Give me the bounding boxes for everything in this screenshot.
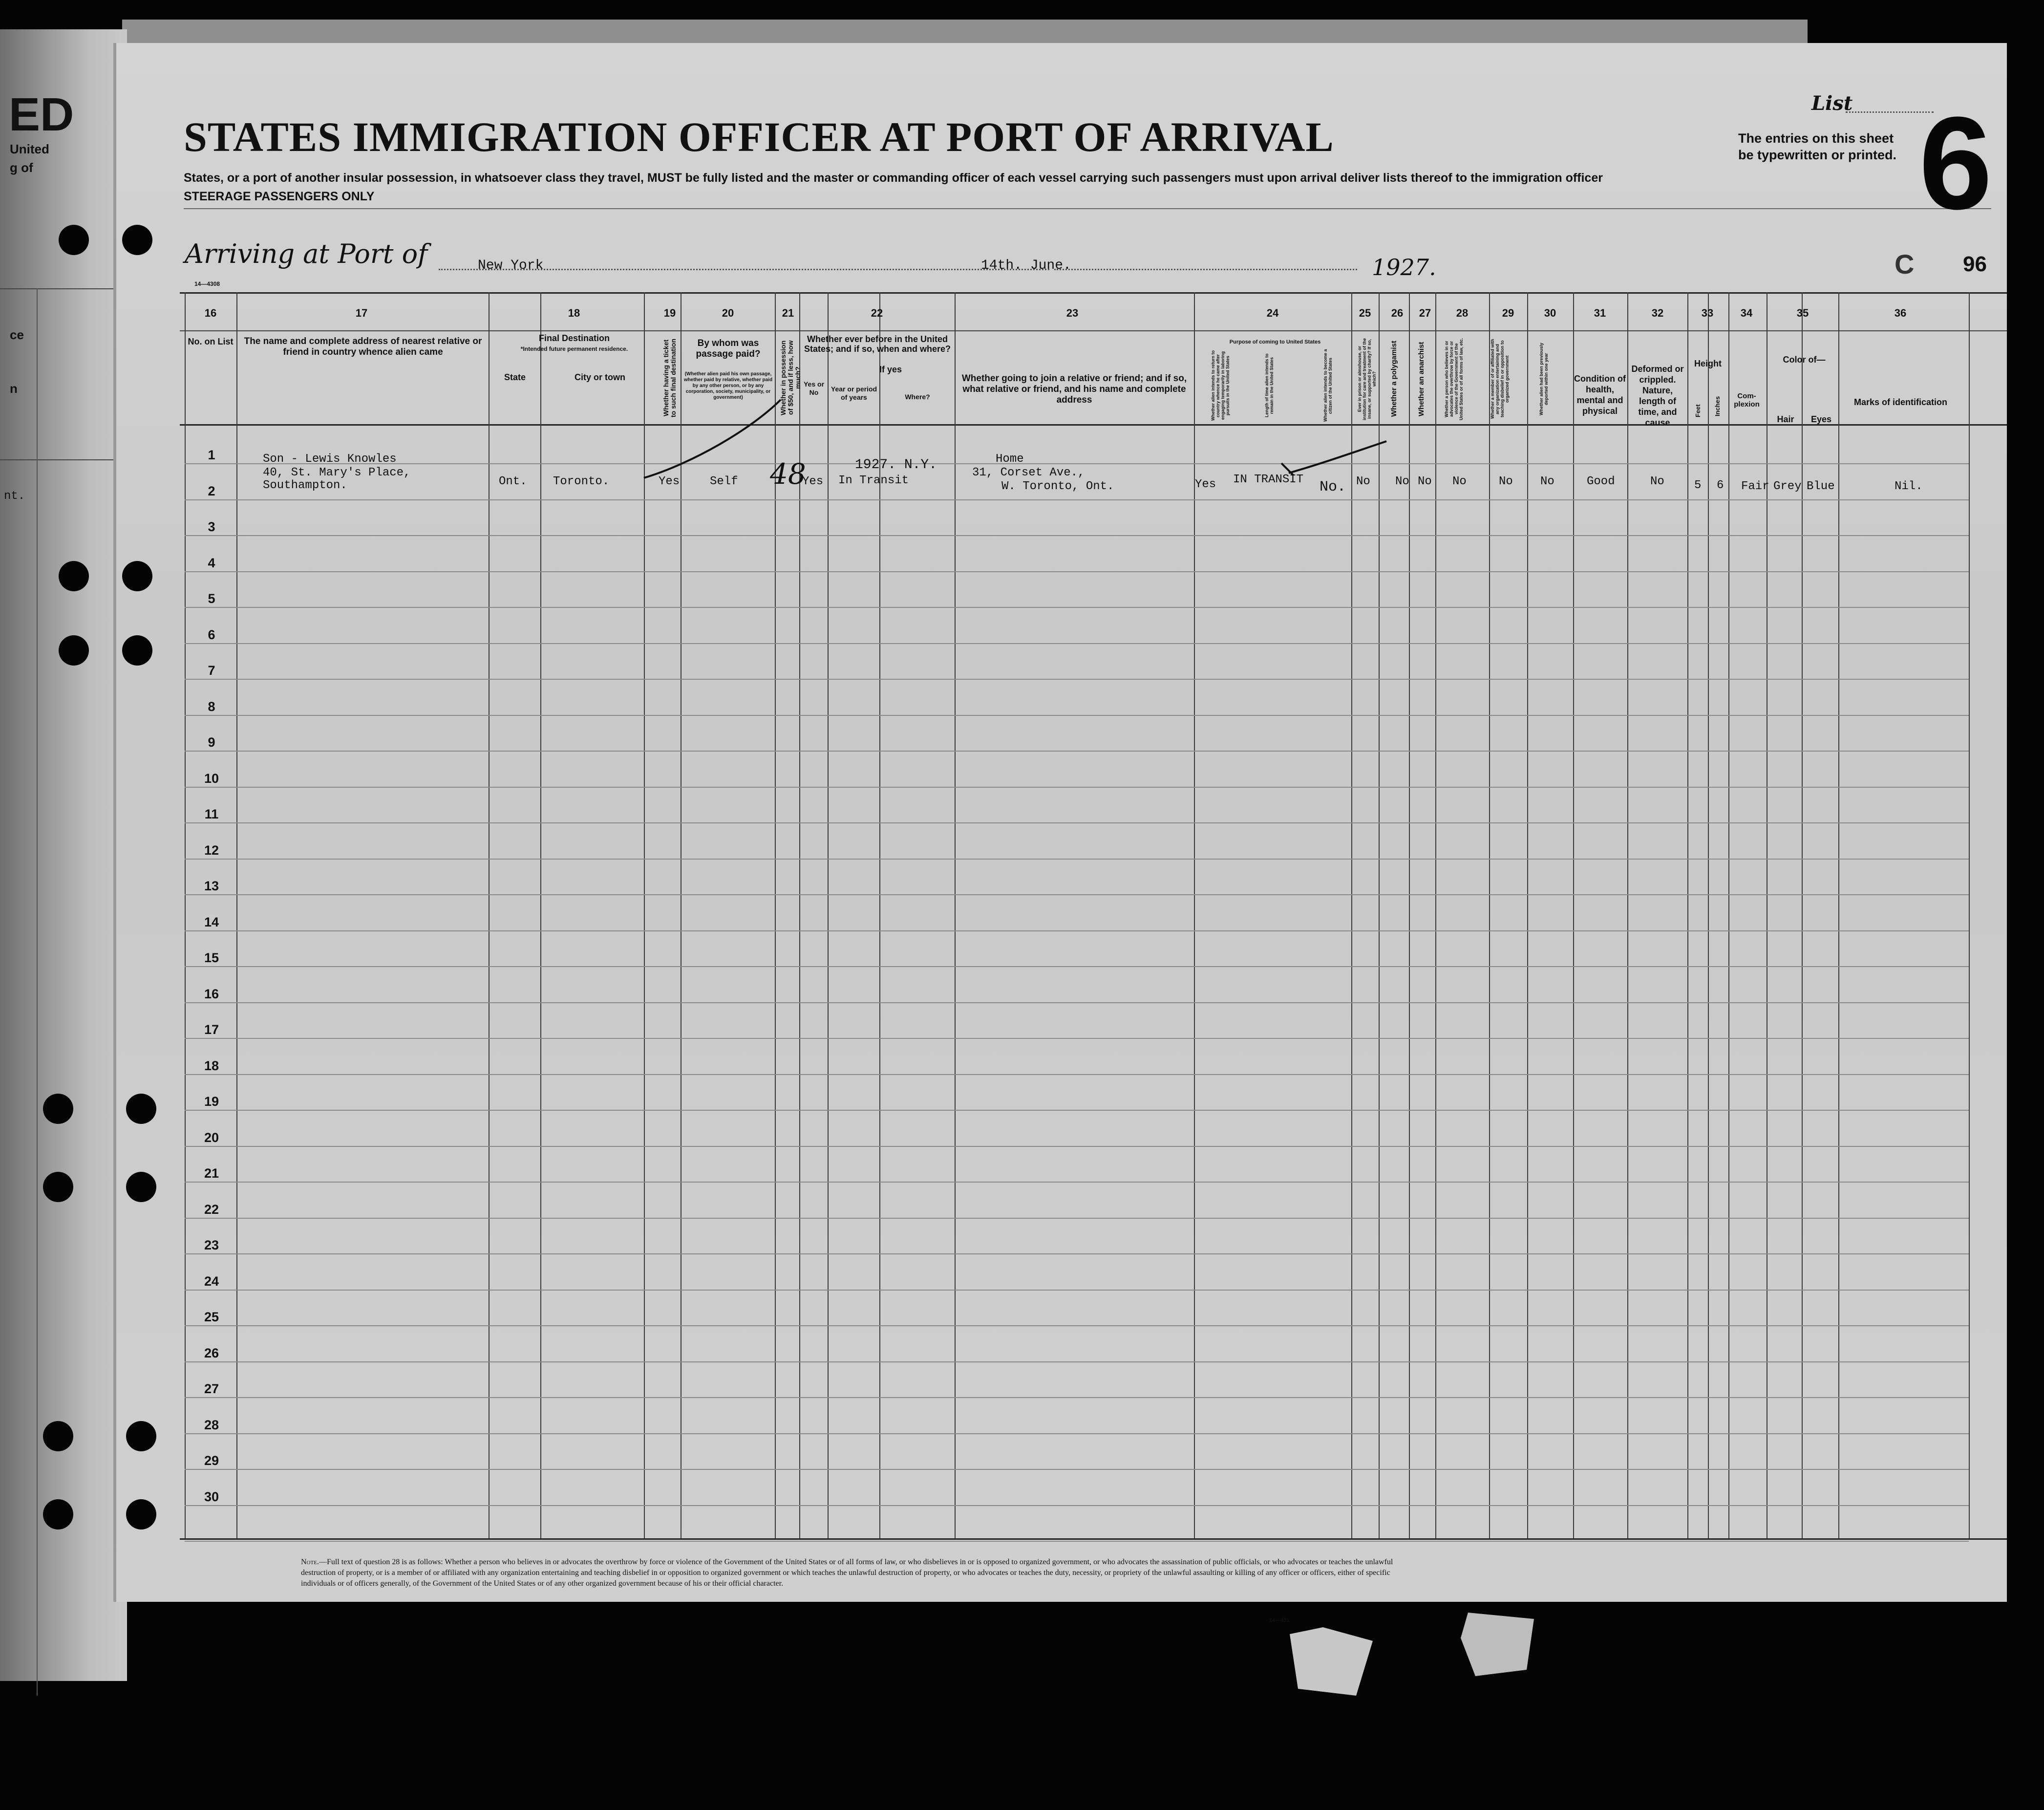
header-return: Whether alien intends to return to country whence he came after engaging temporarily in laboring pursuits in the United States <box>1211 350 1230 421</box>
arriving-label: Arriving at Port of <box>185 238 428 269</box>
entry-relative-1: Son - Lewis Knowles <box>263 452 397 466</box>
punch-hole <box>43 1421 73 1451</box>
row-number: 16 <box>204 986 219 1001</box>
colnum-32: 32 <box>1651 307 1664 319</box>
colnum-23: 23 <box>1066 307 1079 319</box>
entry-length: IN TRANSIT <box>1233 473 1304 486</box>
entry-paid-by: Self <box>710 475 738 488</box>
colnum-30: 30 <box>1544 307 1556 319</box>
entry-health: Good <box>1587 475 1615 488</box>
row-number: 26 <box>204 1345 219 1360</box>
header-where: Where? <box>905 393 930 401</box>
fragment-rule <box>0 459 127 460</box>
typewritten-note-2: be typewritten or printed. <box>1738 148 1897 162</box>
punch-hole <box>122 225 152 255</box>
colnum-29: 29 <box>1502 307 1514 319</box>
header-line1: States, or a port of another insular possession, in whatsoever class they travel, MUST be fully listed and the master or commanding officer of each vessel carrying such passengers must upon arrival deliver lists thereof to the immigration officer <box>184 171 1603 185</box>
header-q29: Whether a member of or affiliated with any organization entertaining and teaching disbelief in or opposition to organized government <box>1490 339 1510 419</box>
row-number: 3 <box>208 519 215 534</box>
header-eyes: Eyes <box>1810 414 1832 424</box>
punch-hole <box>126 1421 156 1451</box>
row-number: 6 <box>208 627 215 642</box>
page-number: 96 <box>1963 252 1987 276</box>
row-number: 10 <box>204 771 219 786</box>
header-purpose: Purpose of coming to United States <box>1229 339 1321 345</box>
header-polygamist: Whether a polygamist <box>1390 341 1398 417</box>
table-bottom-rule <box>180 1538 2007 1540</box>
header-feet: Feet <box>1694 404 1702 418</box>
entry-state: Ont. <box>499 475 527 488</box>
date-value: 14th. June. <box>981 258 1071 273</box>
entry-ticket: Yes <box>659 475 680 488</box>
entry-q28: No <box>1452 475 1467 488</box>
colnum-34: 34 <box>1740 307 1753 319</box>
header-line2: STEERAGE PASSENGERS ONLY <box>184 190 375 203</box>
row-number: 9 <box>208 735 215 750</box>
punch-hole <box>43 1499 73 1530</box>
entry-q30: No <box>1540 475 1554 488</box>
row-number: 25 <box>204 1310 219 1324</box>
entry-join-1: Home <box>996 452 1024 466</box>
year-value: 1927. <box>1372 254 1436 280</box>
entry-city: Toronto. <box>553 475 610 488</box>
header-marks: Marks of identification <box>1853 397 1948 407</box>
punch-hole <box>126 1499 156 1530</box>
fragment-line2: g of <box>10 160 33 175</box>
punch-hole <box>59 225 89 255</box>
header-inches: Inches <box>1714 396 1721 416</box>
header-city: City or town <box>575 372 625 382</box>
entry-complexion: Fair <box>1741 480 1769 493</box>
punch-hole <box>59 635 89 666</box>
row-number: 8 <box>208 699 215 714</box>
entry-join-2: 31, Corset Ave., <box>972 466 1085 479</box>
row-number: 11 <box>204 807 219 821</box>
punch-hole <box>59 561 89 591</box>
header-no-on-list: No. on List <box>188 337 234 346</box>
row-number: 24 <box>204 1273 219 1289</box>
row-number: 22 <box>204 1202 219 1217</box>
row-number: 17 <box>204 1022 219 1037</box>
header-before: Whether ever before in the United States; and if so, when and where? <box>804 334 951 354</box>
row-number: 19 <box>204 1094 219 1109</box>
row-number: 15 <box>204 950 219 965</box>
header-complexion: Com-plexion <box>1734 392 1760 409</box>
footnote-label: Note. <box>301 1558 319 1566</box>
colnum-28: 28 <box>1456 307 1469 319</box>
manifest-sheet <box>116 43 2007 1623</box>
row-number: 18 <box>204 1058 219 1073</box>
pen-marks <box>116 43 2007 1602</box>
colnum-27: 27 <box>1419 307 1431 319</box>
header-paid-by-sub: (Whether alien paid his own passage, whether paid by relative, whether paid by any other person, or by any corporation, society, municipality, or government) <box>683 371 773 400</box>
row-number: 21 <box>204 1166 219 1181</box>
header-money: Whether in possession of $50, and if less, how much? <box>779 340 802 415</box>
fragment-col1: ce <box>10 327 24 342</box>
entry-purpose: Yes <box>1195 478 1216 491</box>
entry-citizen: No. <box>1320 479 1346 496</box>
punch-hole <box>126 1172 156 1202</box>
colnum-17: 17 <box>355 307 368 319</box>
punch-hole <box>122 635 152 666</box>
colnum-26: 26 <box>1391 307 1404 319</box>
row-number: 30 <box>204 1489 219 1504</box>
list-number: 6 <box>1919 90 1993 237</box>
header-anarchist: Whether an anarchist <box>1417 342 1426 416</box>
header-join: Whether going to join a relative or friend; and if so, what relative or friend, and his name and complete address <box>961 373 1187 405</box>
footnote-text: —Full text of question 28 is as follows: Whether a person who believes in or advocates the overthrow by force or violence of the Government of the United States or of all forms of law, or who disbelieves in or is opposed to organized government, or who advocates the assassination of public officials, or who advocates or teaches the unlawful destruction of property, or is a member of or affiliated with any organization entertaining and teaching disbelief in or opposition to organized government or which teaches the unlawful destruction of property, or who advocates or teaches the duty, necessity, or propriety of the unlawful assaulting or killing of any officer or officers, either of specific individuals or of officers generally, of the Government of the United States or of any other organized government because of his or their official character. <box>301 1558 1393 1588</box>
header-deformed: Deformed or crippled. Nature, length of time, and cause <box>1631 364 1684 428</box>
entry-q29: No <box>1499 475 1513 488</box>
fragment-row1: nt. <box>4 490 25 503</box>
entry-before-years: 1927. N.Y. <box>855 457 937 473</box>
fragment-vline <box>37 288 38 1696</box>
row-number: 14 <box>204 914 219 929</box>
entry-money: 48 <box>770 457 806 491</box>
row-number: 2 <box>208 483 215 498</box>
pen-stroke <box>1289 441 1386 473</box>
header-q28: Whether a person who believes in or advocates the overthrow by force or violence of the Government of the United States or of all forms of law, etc. <box>1444 338 1464 420</box>
page-prefix: C <box>1895 249 1915 280</box>
colnum-19: 19 <box>663 307 676 319</box>
row-number: 28 <box>204 1417 219 1432</box>
entry-relative-3: Southampton. <box>263 479 347 492</box>
colnum-35: 35 <box>1796 307 1809 319</box>
header-length: Length of time alien intends to remain in the United States <box>1264 353 1274 418</box>
colnum-24: 24 <box>1266 307 1279 319</box>
entry-eyes: Blue <box>1807 480 1835 493</box>
port-value: New York <box>478 258 544 273</box>
entry-deformed: No <box>1650 475 1664 488</box>
row-number: 20 <box>204 1130 219 1145</box>
pen-stroke <box>644 400 781 478</box>
punch-hole <box>122 561 152 591</box>
colnum-16: 16 <box>204 307 217 319</box>
row-number: 13 <box>204 879 219 893</box>
colnum-22: 22 <box>871 307 883 319</box>
entry-before-yes: Yes <box>802 475 824 488</box>
entry-before-where: In Transit <box>838 474 909 487</box>
form-number-top: 14—4308 <box>194 280 220 287</box>
torn-scrap <box>1461 1613 1534 1676</box>
entry-marks: Nil. <box>1895 480 1923 493</box>
typewritten-note-1: The entries on this sheet <box>1738 131 1894 146</box>
row-number: 5 <box>208 591 215 606</box>
header-height: Height <box>1694 359 1722 368</box>
fragment-rule <box>0 288 127 289</box>
header-deported: Whether alien had been previously deported within one year <box>1539 343 1549 415</box>
header-citizen: Whether alien intends to become a citizen of the United States <box>1323 349 1333 422</box>
form-number-bottom: 14—431 <box>1269 1617 1290 1623</box>
fragment-line1: United <box>10 142 49 156</box>
list-label: List <box>1811 92 1853 115</box>
row-number: 1 <box>208 448 215 462</box>
entry-inches: 6 <box>1717 479 1724 492</box>
row-number: 23 <box>204 1238 219 1252</box>
row-number: 27 <box>204 1381 219 1396</box>
entry-relative-2: 40, St. Mary's Place, <box>263 466 411 479</box>
colnum-21: 21 <box>782 307 794 319</box>
row-number: 12 <box>204 842 219 858</box>
header-prison: Ever in prison or almshouse, or institution for care and treatment of the insane, or supported by charity? If so, which? <box>1357 338 1377 420</box>
header-health: Condition of health, mental and physical <box>1574 374 1626 416</box>
colnum-36: 36 <box>1894 307 1907 319</box>
row-number: 4 <box>208 555 215 570</box>
punch-hole <box>126 1094 156 1124</box>
fragment-big: ED <box>9 88 74 141</box>
page-title: STATES IMMIGRATION OFFICER AT PORT OF ARRIVAL <box>184 113 1334 160</box>
colnum-25: 25 <box>1359 307 1371 319</box>
header-final-destination: Final Destination <box>538 333 610 343</box>
fragment-col2: n <box>10 381 18 396</box>
colnum-31: 31 <box>1594 307 1606 319</box>
header-hair: Hair <box>1777 414 1794 424</box>
header-if-yes: If yes <box>879 365 902 374</box>
colnum-33: 33 <box>1701 307 1714 319</box>
header-color: Color of— <box>1783 355 1826 365</box>
torn-scrap <box>1290 1627 1373 1696</box>
entry-join-3: W. Toronto, Ont. <box>1001 480 1114 493</box>
colnum-20: 20 <box>722 307 734 319</box>
entry-prison: No <box>1356 475 1370 488</box>
punch-hole <box>43 1172 73 1202</box>
footnote <box>301 1557 1420 1589</box>
colnum-18: 18 <box>568 307 580 319</box>
header-before-yesno: Yes or No <box>803 380 825 396</box>
header-relative: The name and complete address of nearest relative or friend in country whence alien came <box>244 336 482 357</box>
entry-hair: Grey <box>1773 480 1802 493</box>
row-number: 29 <box>204 1453 219 1468</box>
header-final-destination-sub: *Intended future permanent residence. <box>520 345 628 352</box>
row-number: 7 <box>208 663 215 678</box>
header-paid-by: By whom was passage paid? <box>696 338 761 359</box>
entry-polygamist: No <box>1395 475 1409 488</box>
punch-hole <box>43 1094 73 1124</box>
header-years: Year or period of years <box>830 385 877 401</box>
header-state: State <box>504 372 526 382</box>
entry-feet: 5 <box>1694 479 1702 492</box>
header-ticket: Whether having a ticket to such final destination <box>662 338 677 417</box>
entry-anarchist: No <box>1418 475 1432 488</box>
pen-stroke <box>1281 463 1294 475</box>
